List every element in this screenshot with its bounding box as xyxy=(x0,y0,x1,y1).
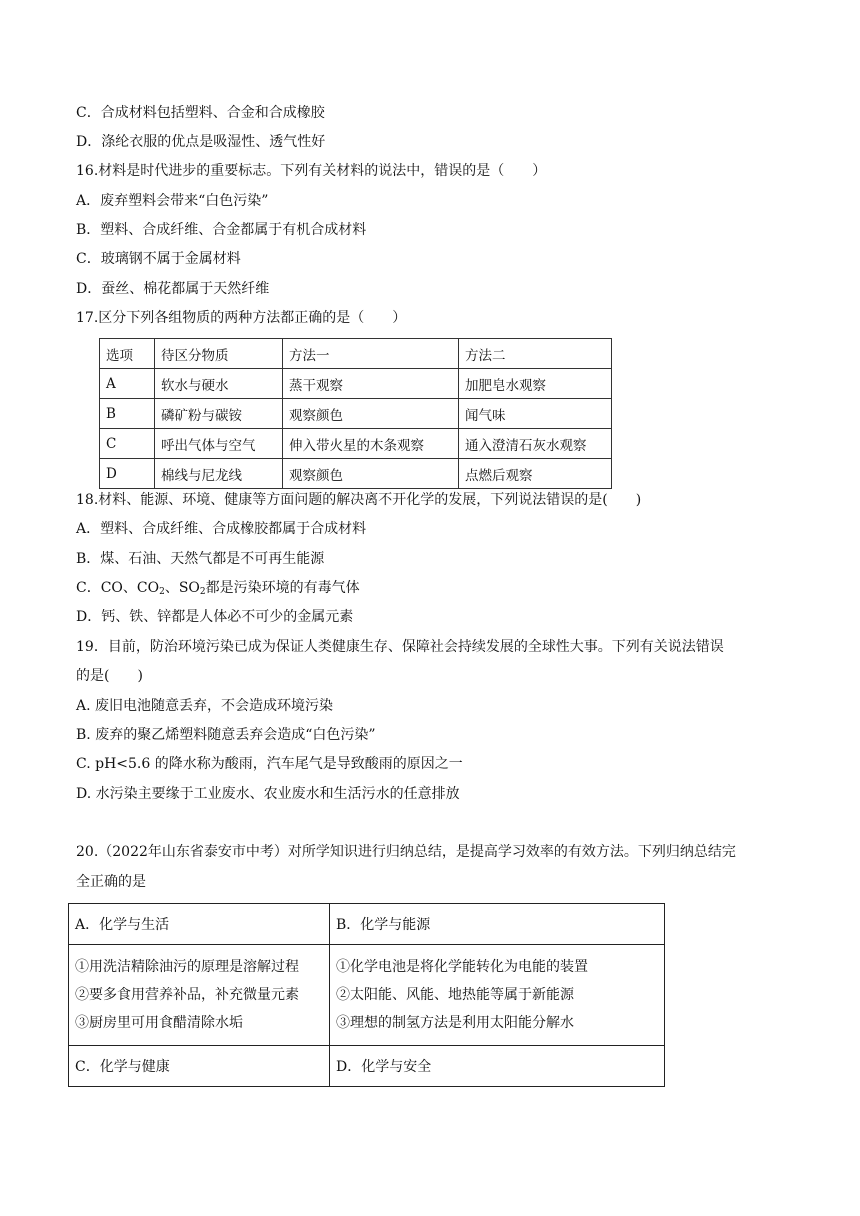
table-cell: 软水与硬水 xyxy=(155,369,283,399)
q18-option-c xyxy=(76,578,360,602)
q20-table xyxy=(68,903,665,1087)
table-cell: A xyxy=(100,369,155,399)
table-cell xyxy=(69,945,330,1046)
q16-option-a: A．废弃塑料会带来“白色污染” xyxy=(76,193,269,209)
q19-option-b: B. 废弃的聚乙烯塑料随意丢弃会造成“白色污染” xyxy=(76,727,376,743)
table-row xyxy=(100,339,612,369)
q15-option-d: D．涤纶衣服的优点是吸湿性、透气性好 xyxy=(76,134,326,150)
q15-option-c: C．合成材料包括塑料、合金和合成橡胶 xyxy=(76,105,325,121)
table-cell: 蒸干观察 xyxy=(283,369,459,399)
table-header-cell: 待区分物质 xyxy=(155,339,283,369)
table-cell: 磷矿粉与碳铵 xyxy=(155,399,283,429)
q17-table xyxy=(99,338,612,489)
table-cell: 观察颜色 xyxy=(283,459,459,489)
q20-stem: 20.（2022年山东省泰安市中考）对所学知识进行归纳总结，是提高学习效率的有效方法。下列归纳总结完 xyxy=(76,844,736,860)
list-item: ③理想的制氢方法是利用太阳能分解水 xyxy=(336,1015,574,1031)
table-header-cell: 方法二 xyxy=(459,339,612,369)
table-cell: 点燃后观察 xyxy=(459,459,612,489)
q18c-mid: 、SO xyxy=(164,580,200,596)
q19-stem: 19．目前，防治环境污染已成为保证人类健康生存、保障社会持续发展的全球性大事。下列有关说法错误 xyxy=(76,639,724,655)
q19-stem-continued: 的是( ) xyxy=(76,668,143,684)
table-row xyxy=(100,399,612,429)
table-row xyxy=(100,429,612,459)
q16-option-b: B．塑料、合成纤维、合金都属于有机合成材料 xyxy=(76,222,367,238)
table-header-cell: 方法一 xyxy=(283,339,459,369)
table-row xyxy=(69,945,665,1046)
table-cell: 通入澄清石灰水观察 xyxy=(459,429,612,459)
q18-stem: 18.材料、能源、环境、健康等方面问题的解决离不开化学的发展，下列说法错误的是( ) xyxy=(76,492,642,508)
table-cell: D．化学与安全 xyxy=(330,1046,665,1087)
table-cell: 呼出气体与空气 xyxy=(155,429,283,459)
q16-stem: 16.材料是时代进步的重要标志。下列有关材料的说法中，错误的是（ ） xyxy=(76,163,547,179)
q19-option-d: D. 水污染主要缘于工业废水、农业废水和生活污水的任意排放 xyxy=(76,786,460,802)
list-item: ①用洗洁精除油污的原理是溶解过程 xyxy=(75,959,299,975)
table-cell: 闻气味 xyxy=(459,399,612,429)
q16-option-c: C．玻璃钢不属于金属材料 xyxy=(76,251,241,267)
table-cell: C．化学与健康 xyxy=(69,1046,330,1087)
q19-option-c: C. pH<5.6 的降水称为酸雨，汽车尾气是导致酸雨的原因之一 xyxy=(76,756,463,772)
table-cell: 伸入带火星的木条观察 xyxy=(283,429,459,459)
q16-option-d: D．蚕丝、棉花都属于天然纤维 xyxy=(76,281,270,297)
table-header-cell: 选项 xyxy=(100,339,155,369)
table-row xyxy=(100,369,612,399)
table-cell: C xyxy=(100,429,155,459)
table-cell xyxy=(330,945,665,1046)
q20-stem-continued: 全正确的是 xyxy=(76,874,146,890)
table-cell: 加肥皂水观察 xyxy=(459,369,612,399)
q18c-subscript: 2 xyxy=(199,587,206,597)
q17-stem: 17.区分下列各组物质的两种方法都正确的是（ ） xyxy=(76,310,407,326)
q19-option-a: A. 废旧电池随意丢弃，不会造成环境污染 xyxy=(76,698,334,714)
table-row xyxy=(69,904,665,945)
table-cell: 观察颜色 xyxy=(283,399,459,429)
q18-option-a: A．塑料、合成纤维、合成橡胶都属于合成材料 xyxy=(76,521,367,537)
table-cell: B xyxy=(100,399,155,429)
table-row xyxy=(69,1046,665,1087)
table-cell: A．化学与生活 xyxy=(69,904,330,945)
q18-option-d: D．钙、铁、锌都是人体必不可少的金属元素 xyxy=(76,609,354,625)
table-cell: B．化学与能源 xyxy=(330,904,665,945)
list-item: ③厨房里可用食醋清除水垢 xyxy=(75,1015,243,1031)
q18c-prefix: C．CO、CO xyxy=(76,580,160,596)
q18-option-b: B．煤、石油、天然气都是不可再生能源 xyxy=(76,551,325,567)
table-cell: 棉线与尼龙线 xyxy=(155,459,283,489)
q18c-suffix: 都是污染环境的有毒气体 xyxy=(205,580,360,596)
table-row xyxy=(100,459,612,489)
q18c-subscript: 2 xyxy=(159,587,165,597)
list-item: ②太阳能、风能、地热能等属于新能源 xyxy=(336,987,574,1003)
table-cell: D xyxy=(100,459,155,489)
list-item: ②要多食用营养补品，补充微量元素 xyxy=(75,987,299,1003)
list-item: ①化学电池是将化学能转化为电能的装置 xyxy=(336,959,588,975)
